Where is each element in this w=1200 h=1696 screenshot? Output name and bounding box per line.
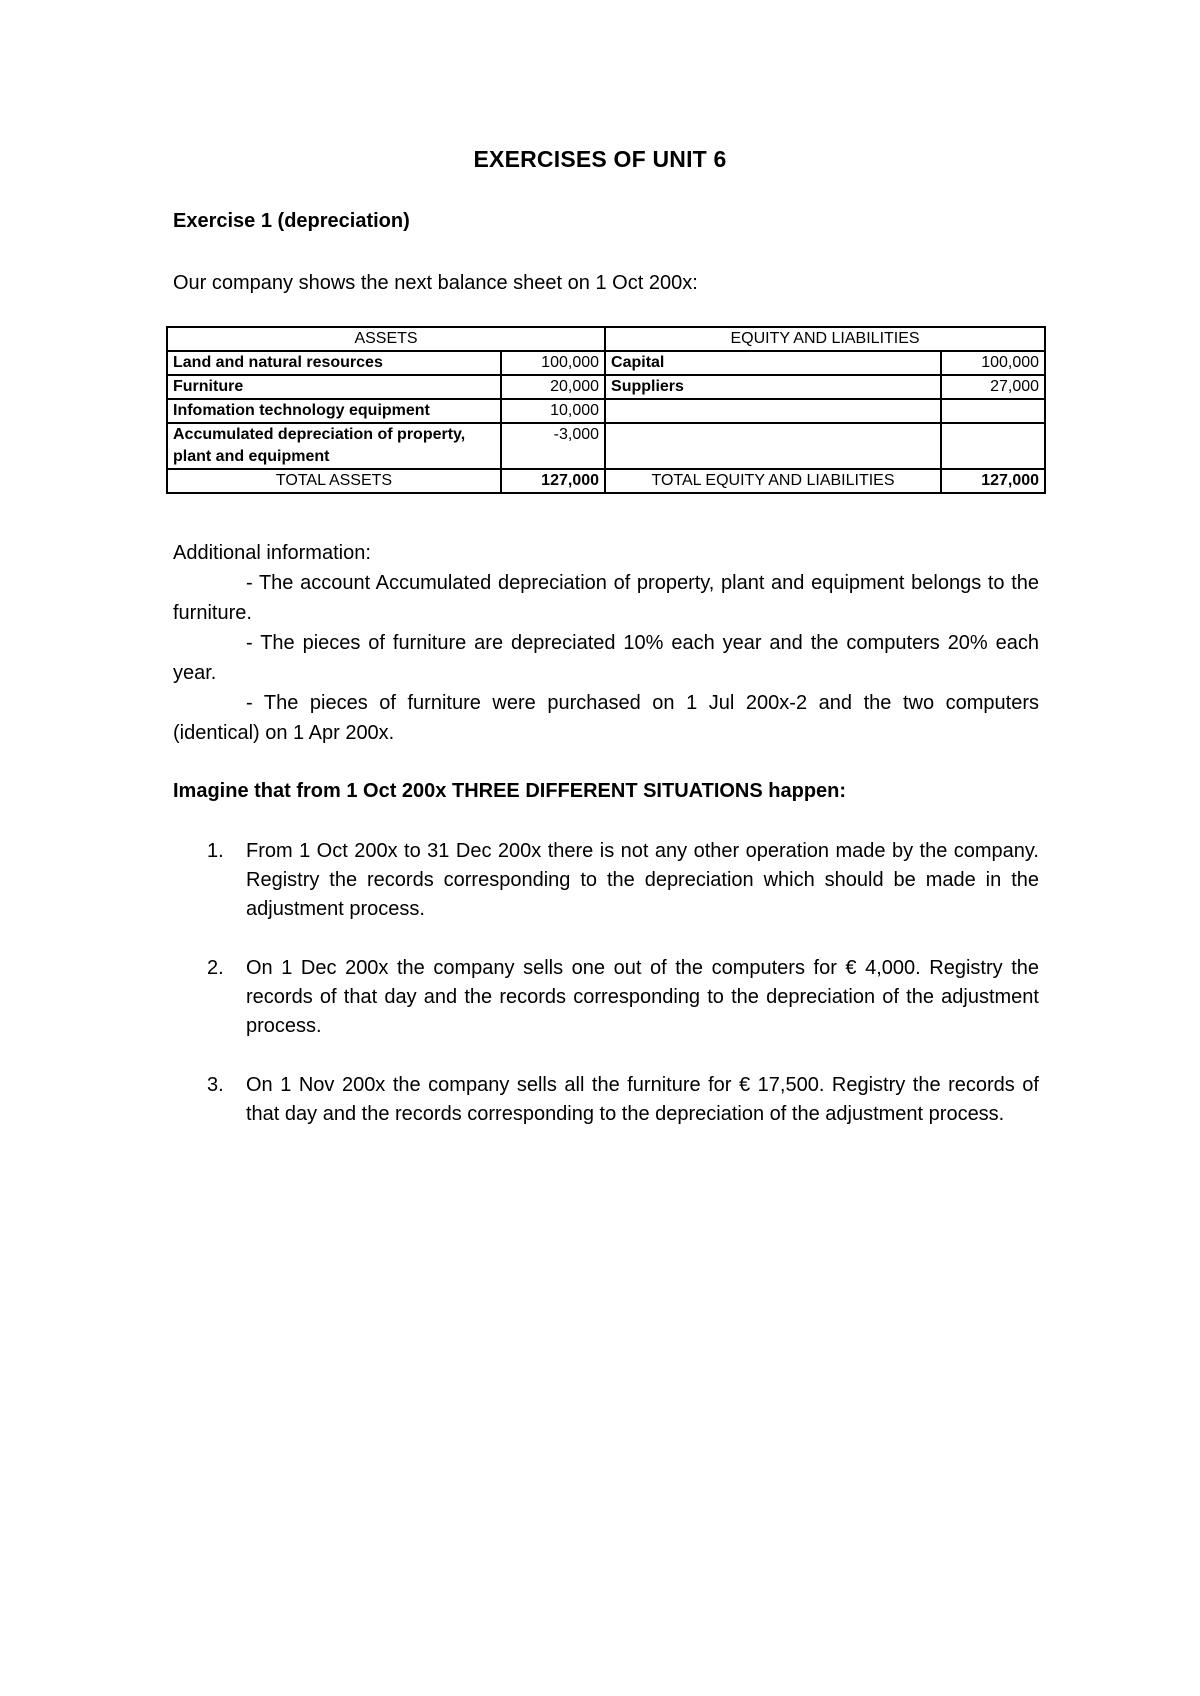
additional-info-list [173, 568, 1039, 748]
table-row [167, 375, 1045, 399]
asset-label: Accumulated depreciation of property, plant and equipment [167, 423, 501, 469]
additional-info-heading: Additional information: [173, 542, 371, 564]
total-liabilities-value: 127,000 [941, 469, 1045, 493]
liability-value [941, 399, 1045, 423]
situation-number: 1. [207, 840, 224, 862]
total-assets-value: 127,000 [501, 469, 605, 493]
asset-label: Infomation technology equipment [167, 399, 501, 423]
asset-value: -3,000 [501, 423, 605, 469]
table-row [167, 399, 1045, 423]
situations-list [173, 837, 1039, 1159]
situation-text: On 1 Nov 200x the company sells all the furniture for € 17,500. Registry the records of that day and the records corresponding to the depreciation of the adjustment process. [246, 1074, 1039, 1125]
exercise-heading: Exercise 1 (depreciation) [173, 210, 410, 232]
liability-label: Suppliers [605, 375, 941, 399]
list-item [173, 954, 1039, 1041]
situation-number: 3. [207, 1074, 224, 1096]
asset-value: 100,000 [501, 351, 605, 375]
liability-label [605, 399, 941, 423]
asset-value: 20,000 [501, 375, 605, 399]
list-item: - The pieces of furniture are depreciated 10% each year and the computers 20% each year. [173, 632, 1039, 684]
total-assets-label: TOTAL ASSETS [167, 469, 501, 493]
table-row [167, 351, 1045, 375]
list-item [173, 1071, 1039, 1129]
asset-value: 10,000 [501, 399, 605, 423]
assets-header: ASSETS [167, 327, 605, 351]
page-title: EXERCISES OF UNIT 6 [473, 146, 727, 172]
liability-value: 27,000 [941, 375, 1045, 399]
asset-label: Land and natural resources [167, 351, 501, 375]
situation-text: From 1 Oct 200x to 31 Dec 200x there is not any other operation made by the company. Registry the records corresponding to the depreciation which should be made in the adjustment process. [246, 840, 1039, 920]
total-liabilities-label: TOTAL EQUITY AND LIABILITIES [605, 469, 941, 493]
balance-sheet-header-row [167, 327, 1045, 351]
liability-value: 100,000 [941, 351, 1045, 375]
list-item: - The pieces of furniture were purchased on 1 Jul 200x-2 and the two computers (identical) on 1 Apr 200x. [173, 692, 1039, 744]
situations-heading: Imagine that from 1 Oct 200x THREE DIFFERENT SITUATIONS happen: [173, 780, 847, 802]
liability-value [941, 423, 1045, 469]
intro-text: Our company shows the next balance sheet on 1 Oct 200x: [173, 272, 698, 294]
situation-number: 2. [207, 957, 224, 979]
table-row [167, 423, 1045, 469]
liability-label: Capital [605, 351, 941, 375]
liabilities-header: EQUITY AND LIABILITIES [605, 327, 1045, 351]
balance-sheet-table [166, 326, 1046, 494]
balance-sheet-total-row [167, 469, 1045, 493]
liability-label [605, 423, 941, 469]
list-item: - The account Accumulated depreciation of property, plant and equipment belongs to the furniture. [173, 572, 1039, 624]
asset-label: Furniture [167, 375, 501, 399]
list-item [173, 837, 1039, 924]
situation-text: On 1 Dec 200x the company sells one out of the computers for € 4,000. Registry the records of that day and the records corresponding to the depreciation of the adjustment process. [246, 957, 1039, 1037]
